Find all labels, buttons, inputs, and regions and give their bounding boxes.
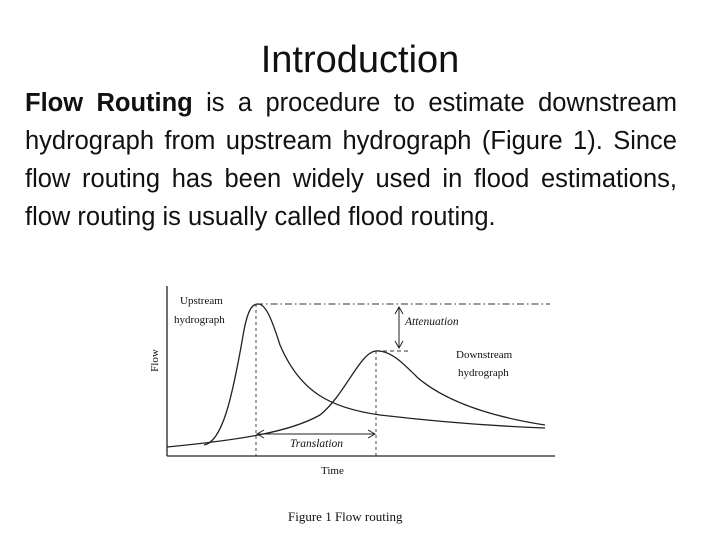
upstream-label-line2: hydrograph [174,314,225,326]
y-axis-label: Flow [148,349,161,372]
slide-title: Introduction [260,39,460,81]
body-bold-term: Flow Routing [25,89,193,117]
downstream-label-line1: Downstream [456,349,513,361]
body-paragraph-text: is a procedure to estimate downstream hydrograph from upstream hydrograph (Figure 1). Since flow routing has been widely used in flood estimations, flow routing is usually called flood routing. [25,89,677,231]
body-paragraph [25,84,677,236]
downstream-hydrograph-curve [167,351,545,447]
downstream-label-line2: hydrograph [458,367,509,379]
upstream-label-line1: Upstream [180,295,223,307]
flow-routing-figure [150,280,565,535]
x-axis-label: Time [321,465,344,477]
attenuation-label: Attenuation [405,316,459,328]
figure-caption: Figure 1 Flow routing [288,509,403,524]
translation-label: Translation [290,438,344,450]
